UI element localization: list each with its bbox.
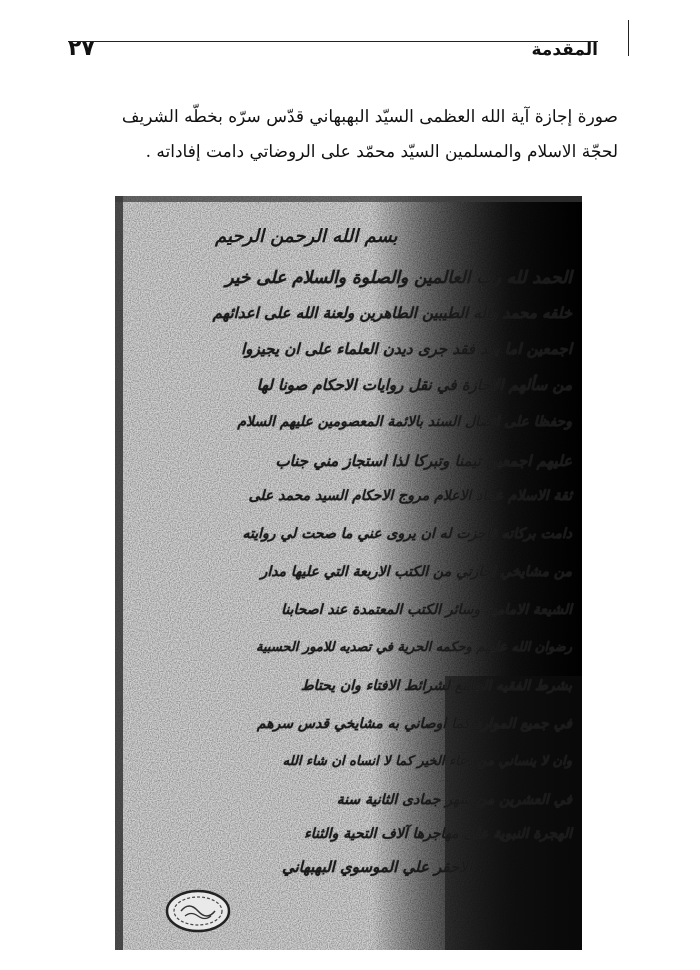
page-number: ٢٧	[68, 36, 95, 61]
margin-rule	[628, 20, 629, 56]
manuscript-line: وان لا ينساني من دعاء الخير كما لا انساه ان شاء الله	[282, 754, 572, 769]
manuscript-signature: الاحقر علي الموسوي البهبهاني	[281, 858, 472, 876]
manuscript-line: من سألهم الاجازة في نقل روايات الاحكام صونا لها	[256, 376, 572, 394]
manuscript-line: في العشرين من شهر جمادى الثانية سنة	[336, 792, 572, 808]
manuscript-line: من مشايخي اجازتي من الكتب الاربعة التي عليها مدار	[260, 564, 572, 580]
manuscript-image	[115, 196, 582, 950]
manuscript-line: بشرط الفقيه الجامع لشرائط الافتاء وان يحتاط	[300, 678, 572, 694]
manuscript-line: الحمد لله رب العالمين والصلوة والسلام على خير	[225, 268, 572, 288]
caption-line: لحجّة الاسلام والمسلمين السيّد محمّد على الروضاتي دامت إفاداته .	[145, 142, 618, 162]
header-rule	[68, 41, 598, 42]
manuscript-line: في جميع الموارد كما اوصاني به مشايخي قدس سرهم	[256, 716, 572, 732]
manuscript-line: رضوان الله عليهم وحكمه الحرية في تصديه للامور الحسبية	[256, 640, 572, 655]
caption	[98, 100, 618, 170]
manuscript-line: الهجرة النبوية على مهاجرها آلاف التحية والثناء	[304, 826, 572, 842]
manuscript-line: عليهم اجمعين تيمنا وتبركا لذا استجاز مني جناب	[275, 452, 572, 470]
caption-line: صورة إجازة آية الله العظمى السيّد البهبهاني قدّس سرّه بخطّه الشريف	[121, 107, 618, 127]
manuscript-line: اجمعين اما بعد فقد جرى ديدن العلماء على ان يجيزوا	[241, 340, 572, 358]
section-title: المقدمة	[531, 40, 598, 60]
basmala: بسم الله الرحمن الرحيم	[215, 226, 398, 247]
seal-stamp-icon	[163, 886, 233, 936]
manuscript-line: الشيعة الامامية وسائر الكتب المعتمدة عند اصحابنا	[281, 602, 572, 618]
page-header	[68, 32, 598, 72]
manuscript-line: خلقه محمد وآله الطيبين الطاهرين ولعنة الله على اعدائهم	[212, 304, 572, 322]
manuscript-line: دامت بركاته فاجزت له ان يروى عني ما صحت لي روايته	[242, 526, 572, 542]
manuscript-line: ثقة الاسلام عماد الاعلام مروج الاحكام السيد محمد على	[248, 488, 572, 504]
manuscript-line: وحفظا على اتصال السند بالائمة المعصومين عليهم السلام	[237, 414, 572, 430]
